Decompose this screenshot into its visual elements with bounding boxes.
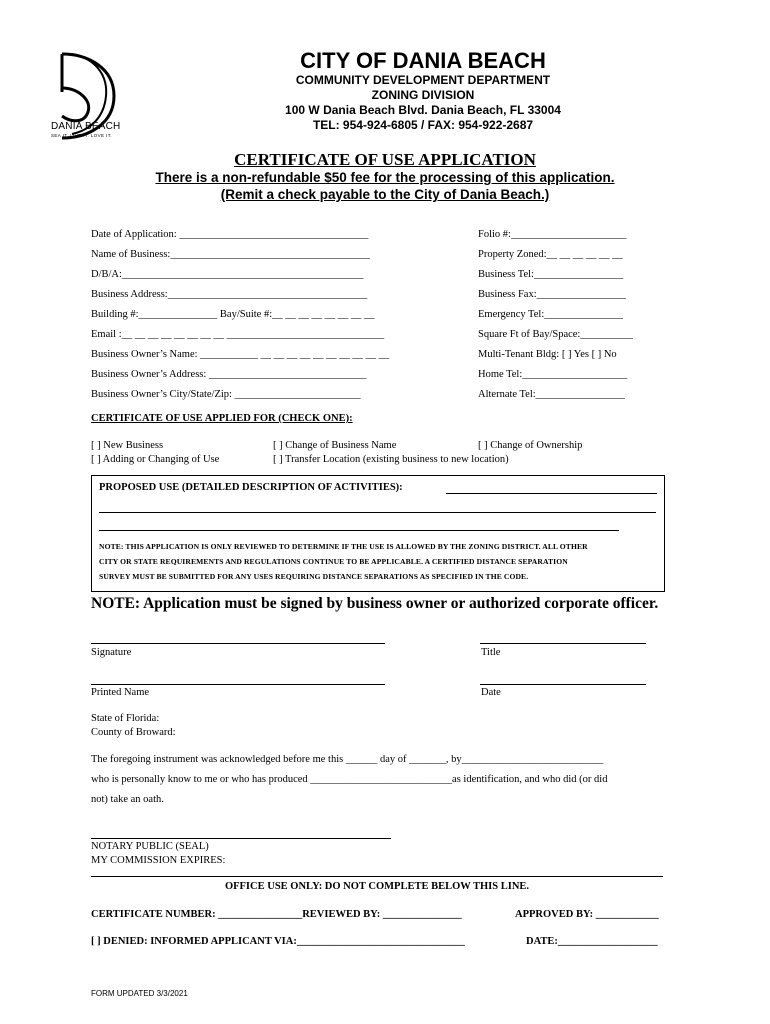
building-suite-field[interactable]: Building #:_______________ Bay/Suite #:__ __ __ __ __ __ __ __ xyxy=(91,309,375,320)
proposed-use-line-3[interactable] xyxy=(99,530,619,531)
form-title: CERTIFICATE OF USE APPLICATION xyxy=(234,150,536,169)
multi-tenant-checkboxes[interactable]: Multi-Tenant Bldg: [ ] Yes [ ] No xyxy=(478,349,617,360)
title-label: Title xyxy=(481,647,501,658)
city-title: CITY OF DANIA BEACH xyxy=(300,48,546,73)
notary-state: State of Florida: xyxy=(91,713,160,724)
denied-field[interactable]: [ ] DENIED: INFORMED APPLICANT VIA:________________________________ xyxy=(91,936,465,947)
owner-address-field[interactable]: Business Owner’s Address: ______________________________ xyxy=(91,369,367,380)
owner-name-field[interactable]: Business Owner’s Name: ___________ __ __ __ __ __ __ __ __ __ __ xyxy=(91,349,390,360)
notary-identification[interactable]: who is personally know to me or who has produced ___________________________as identification, and who did (or did xyxy=(91,774,608,785)
department-name: COMMUNITY DEVELOPMENT DEPARTMENT xyxy=(295,73,551,87)
office-divider-line xyxy=(91,876,663,877)
title-line[interactable] xyxy=(480,643,646,644)
review-note-line-3: SURVEY MUST BE SUBMITTED FOR ANY USES REQUIRING DISTANCE SEPARATIONS AS SPECIFIED IN THE CODE. xyxy=(99,572,529,581)
office-address: 100 W Dania Beach Blvd. Dania Beach, FL 33004 xyxy=(285,103,561,117)
approved-by-field[interactable]: APPROVED BY: ____________ xyxy=(515,909,659,920)
notary-seal-label: NOTARY PUBLIC (SEAL) xyxy=(91,841,209,852)
home-tel-field[interactable]: Home Tel:____________________ xyxy=(478,369,628,380)
signature-line[interactable] xyxy=(91,643,385,644)
business-name-field[interactable]: Name of Business:______________________________________ xyxy=(91,249,370,260)
date-label: Date xyxy=(481,687,501,698)
printed-name-line[interactable] xyxy=(91,684,385,685)
emergency-tel-field[interactable]: Emergency Tel:_______________ xyxy=(478,309,623,320)
change-ownership-checkbox[interactable]: [ ] Change of Ownership xyxy=(478,440,583,451)
office-phones: TEL: 954-924-6805 / FAX: 954-922-2687 xyxy=(312,118,534,132)
alternate-tel-field[interactable]: Alternate Tel:_________________ xyxy=(478,389,625,400)
transfer-location-checkbox[interactable]: [ ] Transfer Location (existing business to new location) xyxy=(273,454,509,465)
notary-county: County of Broward: xyxy=(91,727,176,738)
proposed-use-line-1[interactable] xyxy=(446,493,657,494)
form-updated-label: FORM UPDATED 3/3/2021 xyxy=(91,989,188,998)
fee-notice: There is a non-refundable $50 fee for the processing of this application. xyxy=(155,170,615,185)
printed-name-label: Printed Name xyxy=(91,687,150,698)
review-note-line-2: CITY OR STATE REQUIREMENTS AND REGULATIONS CONTINUE TO BE APPLICABLE. A CERTIFIED DISTANCE SEPARATION xyxy=(99,557,568,566)
logo-wordmark: DANIA BEACH xyxy=(51,121,121,132)
logo-tagline: SEA IT. LIVE IT. LOVE IT. xyxy=(51,133,113,138)
dba-field[interactable]: D/B/A:______________________________________________ xyxy=(91,269,364,280)
remit-notice: (Remit a check payable to the City of Dania Beach.) xyxy=(220,187,550,202)
square-ft-field[interactable]: Square Ft of Bay/Space:__________ xyxy=(478,329,633,340)
certificate-number-field[interactable]: CERTIFICATE NUMBER: ________________REVIEWED BY: _______________ xyxy=(91,909,462,920)
change-name-checkbox[interactable]: [ ] Change of Business Name xyxy=(273,440,397,451)
email-field[interactable]: Email :__ __ __ __ __ __ __ __ ______________________________ xyxy=(91,329,385,340)
business-tel-field[interactable]: Business Tel:_________________ xyxy=(478,269,624,280)
commission-expires-label: MY COMMISSION EXPIRES: xyxy=(91,855,226,866)
property-zoned-field[interactable]: Property Zoned:__ __ __ __ __ __ xyxy=(478,249,623,260)
adding-use-checkbox[interactable]: [ ] Adding or Changing of Use xyxy=(91,454,220,465)
notary-acknowledgement[interactable]: The foregoing instrument was acknowledged before me this ______ day of _______, by___________________________ xyxy=(91,754,604,765)
folio-field[interactable]: Folio #:______________________ xyxy=(478,229,627,240)
signature-requirement-note: NOTE: Application must be signed by business owner or authorized corporate officer. xyxy=(91,595,659,612)
notary-oath: not) take an oath. xyxy=(91,794,164,805)
date-line[interactable] xyxy=(480,684,646,685)
new-business-checkbox[interactable]: [ ] New Business xyxy=(91,440,164,451)
division-name: ZONING DIVISION xyxy=(371,88,475,102)
review-note-line-1: NOTE: THIS APPLICATION IS ONLY REVIEWED TO DETERMINE IF THE USE IS ALLOWED BY THE ZONING DISTRICT. ALL OTHER xyxy=(99,542,588,551)
notary-signature-line[interactable] xyxy=(91,838,391,839)
applied-for-heading: CERTIFICATE OF USE APPLIED FOR (CHECK ONE): xyxy=(91,413,353,424)
signature-label: Signature xyxy=(91,647,132,658)
owner-city-state-zip-field[interactable]: Business Owner’s City/State/Zip: ________________________ xyxy=(91,389,361,400)
proposed-use-line-2[interactable] xyxy=(99,512,656,513)
office-use-heading: OFFICE USE ONLY: DO NOT COMPLETE BELOW THIS LINE. xyxy=(224,881,530,892)
date-of-application-field[interactable]: Date of Application: ____________________________________ xyxy=(91,229,369,240)
proposed-use-label: PROPOSED USE (DETAILED DESCRIPTION OF ACTIVITIES): xyxy=(99,482,403,493)
office-date-field[interactable]: DATE:___________________ xyxy=(526,936,658,947)
business-address-field[interactable]: Business Address:______________________________________ xyxy=(91,289,368,300)
business-fax-field[interactable]: Business Fax:_________________ xyxy=(478,289,626,300)
